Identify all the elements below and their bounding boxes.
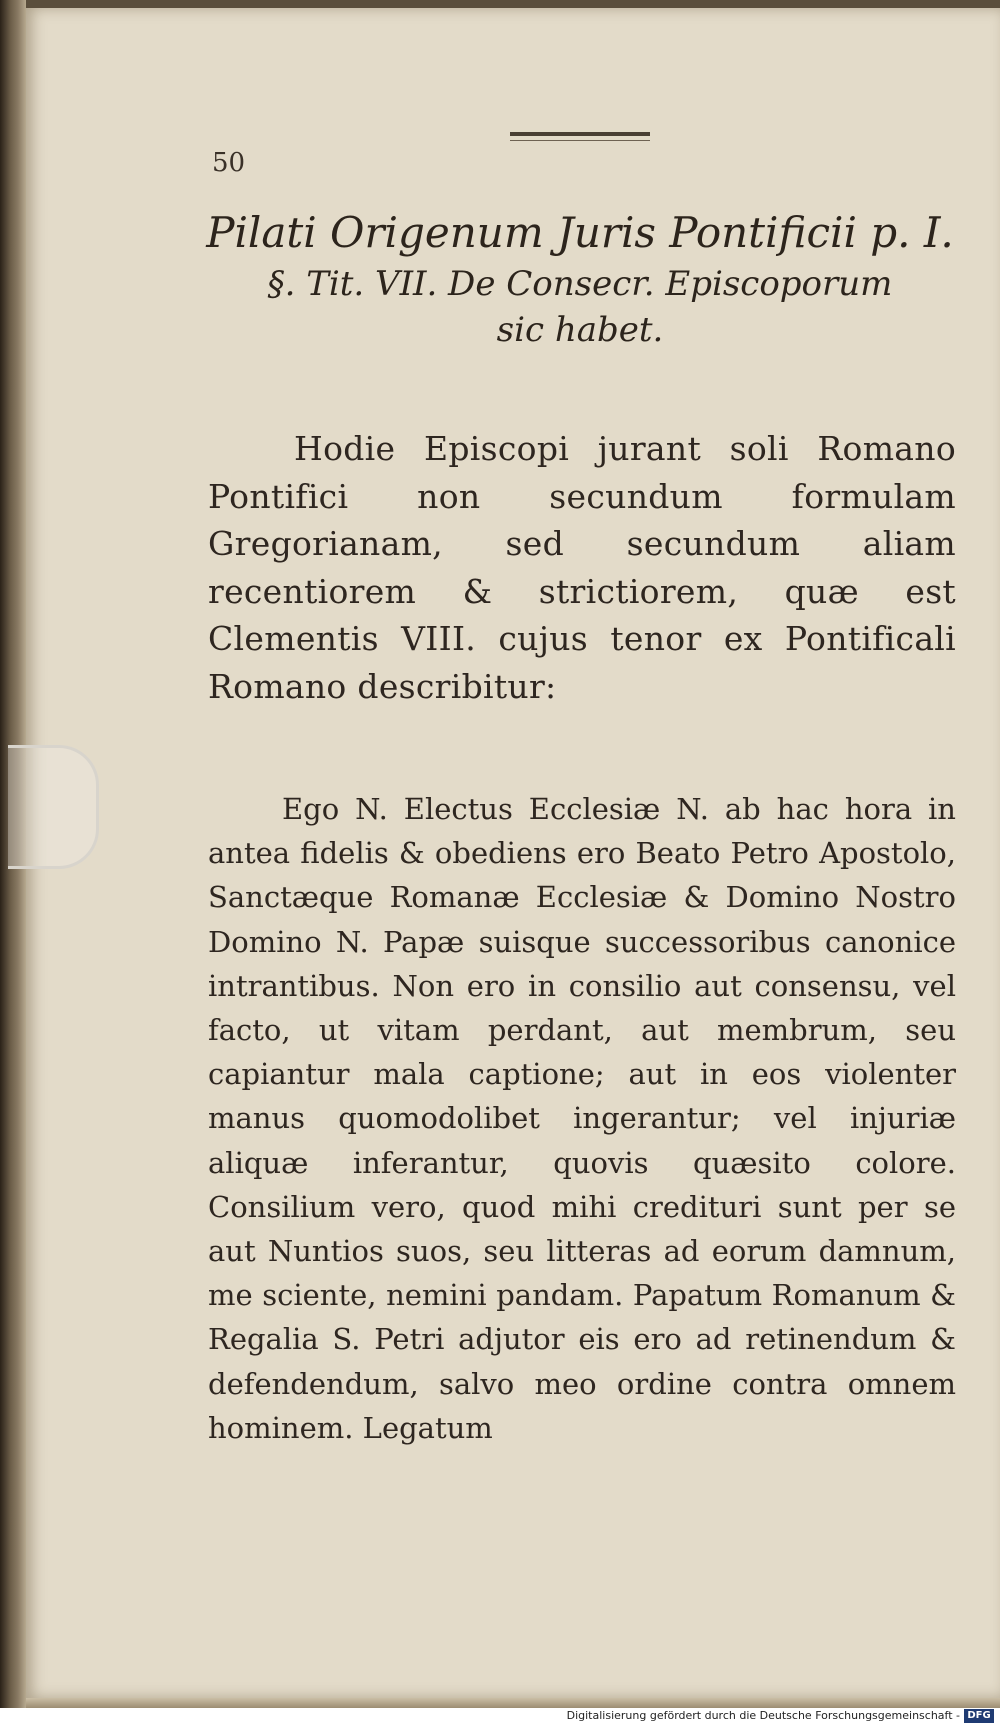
heading-line-3: sic habet. [496, 310, 664, 350]
footer-credit: Digitalisierung gefördert durch die Deutsche Forschungsgemeinschaft - [566, 1709, 960, 1722]
page-bottom-edge [26, 1698, 1000, 1708]
page-number: 50 [212, 148, 246, 178]
intro-paragraph: Hodie Episcopi jurant soli Romano Pontifici non secundum formulam Gregorianam, sed secundum aliam recentiorem & strictiorem, quæ est Clementis VIII. cujus tenor ex Pontificali Romano describitur: [208, 429, 956, 706]
section-heading [200, 205, 960, 353]
oath-paragraph: Ego N. Electus Ecclesiæ N. ab hac hora in antea fidelis & obediens ero Beato Petro Apostolo, Sanctæque Romanæ Ecclesiæ & Domino Nostro Domino N. Papæ suisque successoribus canonice intrantibus. Non ero in consilio aut consensu, vel facto, ut vitam perdant, aut membrum, seu capiantur mala captione; aut in eos violenter manus quomodolibet ingerantur; vel injuriæ aliquæ inferantur, quovis quæsito colore. Consilium vero, quod mihi credituri sunt per se aut Nuntios suos, seu litteras ad eorum damnum, me sciente, nemini pandam. Papatum Romanum & Regalia S. Petri adjutor eis ero ad retinendum & defendendum, salvo meo ordine contra omnem hominem. Legatum [208, 792, 956, 1445]
ornamental-rule [510, 132, 650, 136]
heading-line-2: §. Tit. VII. De Consecr. Episcoporum [267, 264, 893, 304]
ornamental-rule-thin [510, 140, 650, 141]
page-clip [8, 745, 99, 869]
dfg-logo: DFG [964, 1709, 994, 1723]
heading-line-1: Pilati Origenum Juris Pontificii p. I. [206, 208, 954, 257]
